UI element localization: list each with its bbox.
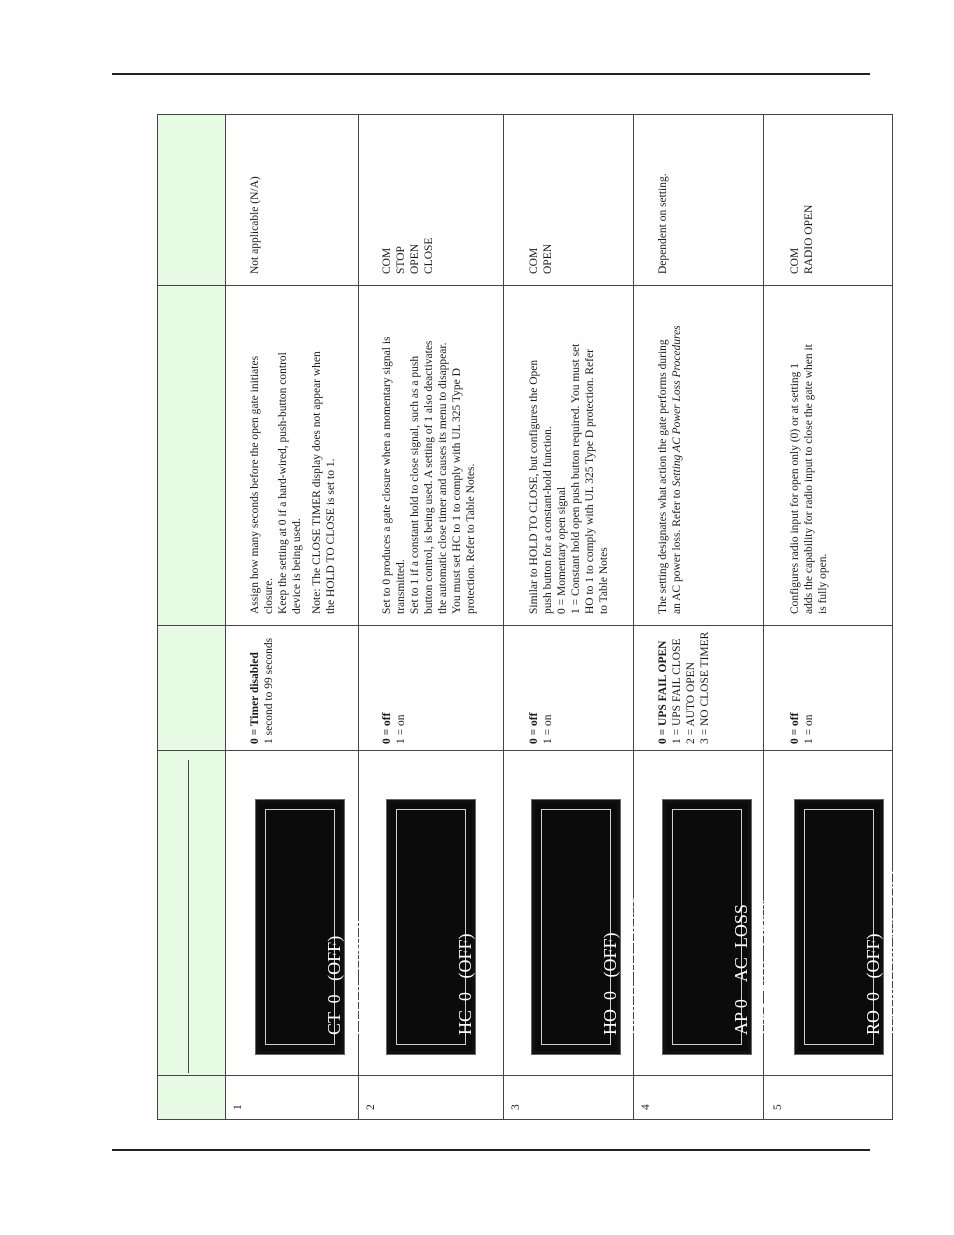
lcd-display: HO 0 (OFF) HOLD TO OPEN <box>532 800 620 1054</box>
row-number: 1 <box>232 1104 244 1110</box>
setting-values: 0 = off 1 = on <box>528 712 554 744</box>
terminal-list: COM STOP OPEN CLOSE <box>381 237 435 274</box>
setting-description: Similar to HOLD TO CLOSE, but configures the Open push button for a constant-hold function. 0 = Momentary open signal 1 = Constant hold open push button required. You must set HO to 1 to comply with UL 325 Type D protection. Refer to Table Notes <box>528 343 610 614</box>
setting-description: The setting designates what action the gate performs during an AC power loss. Refer to Setting AC Power Loss Procedures <box>657 325 683 614</box>
terminal-list: COM OPEN <box>528 243 554 274</box>
lcd-display: HC 0 (OFF) HOLD TO CLOSE <box>387 800 475 1054</box>
setting-description: Assign how many seconds before the open gate initiates closure. Keep the setting at 0 if a hard-wired, push-button control device is being used. Note: The CLOSE TIMER display does not appear when the HOLD TO CLOSE is set to 1. <box>249 351 337 614</box>
lcd-display: RO 0 (OFF) RADIO OPEN/CLOSE <box>795 800 883 1054</box>
lcd-display: AP 0 AC LOSS UPS FAIL OPEN <box>663 800 751 1054</box>
lcd-display: CT 0 (OFF) CLOSE TIMER <box>256 800 344 1054</box>
setting-values: 0 = Timer disabled 1 second to 99 seconds <box>249 637 275 744</box>
setting-description: Configures radio input for open only (0) or at setting 1 adds the capability for radio input to close the gate when it is fully open. <box>789 344 829 614</box>
footer-rule <box>112 1149 870 1151</box>
setting-description: Set to 0 produces a gate closure when a momentary signal is transmitted. Set to 1 if a constant hold to close signal, such as a push button control, is being used. A setting of 1 also deactivates the automatic close timer and causes its menu to disappear. You must set HC to 1 to comply with UL 325 Type D protection. Refer to Table Notes. <box>381 336 477 614</box>
row-number: 3 <box>510 1104 522 1110</box>
terminal-list: COM RADIO OPEN <box>789 204 815 274</box>
row-number: 5 <box>772 1104 784 1110</box>
setting-values: 0 = off 1 = on <box>789 712 815 744</box>
column-divider <box>158 625 892 626</box>
terminal-list: Not applicable (N/A) <box>249 176 261 274</box>
column-divider <box>158 285 892 286</box>
row-number: 2 <box>365 1104 377 1110</box>
column-divider <box>158 750 892 751</box>
terminal-list: Dependent on setting. <box>657 173 669 274</box>
table-header-column <box>158 115 225 1119</box>
row-number: 4 <box>640 1104 652 1110</box>
header-divider <box>188 760 189 1073</box>
column-divider <box>225 115 226 1119</box>
header-rule <box>112 73 870 75</box>
setting-values: 0 = off 1 = on <box>381 712 407 744</box>
column-divider <box>158 1075 892 1076</box>
setting-values: 0 = UPS FAIL OPEN 1 = UPS FAIL CLOSE 2 = AUTO OPEN 3 = NO CLOSE TIMER <box>657 631 711 744</box>
